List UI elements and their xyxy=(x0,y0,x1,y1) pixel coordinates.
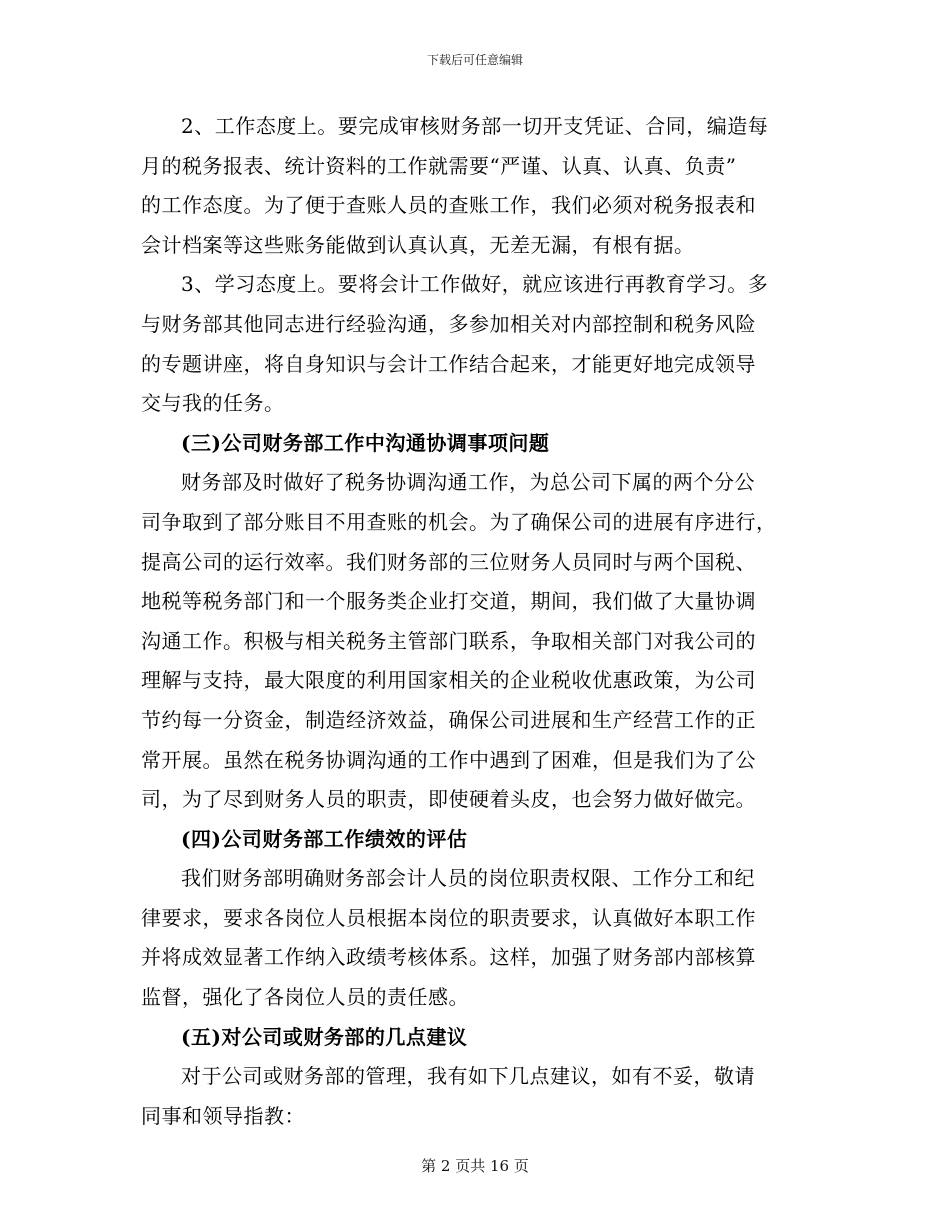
paragraph-performance: 我们财务部明确财务部会计人员的岗位职责权限、工作分工和纪 律要求，要求各岗位人员根据本岗位的职责要求，认真做好本职工作 并将成效显著工作纳入政绩考核体系。这样，加强了财务部内部核算 监督，强化了各岗位人员的责任感。 xyxy=(141,866,756,1010)
paragraph-work-attitude: 2、工作态度上。要完成审核财务部一切开支凭证、合同，编造每 月的税务报表、统计资料的工作就需要“严谨、认真、认真、负责” 的工作态度。为了便于查账人员的查账工作，我们必须对税务报表和 会计档案等这些账务能做到认真认真，无差无漏，有根有据。 xyxy=(141,114,769,257)
section-heading-4: (四)公司财务部工作绩效的评估 xyxy=(181,826,468,851)
page-header: 下载后可任意编辑 xyxy=(426,53,523,67)
paragraph-communication: 财务部及时做好了税务协调沟通工作，为总公司下属的两个分公 司争取到了部分账目不用查账的机会。为了确保公司的进展有序进行， 提高公司的运行效率。我们财务部的三位财务人员同时与两个国税、 地税等税务部门和一个服务类企业打交道，期间，我们做了大量协调 沟通工作。积极与相关税务主管部门联系，争取相关部门对我公司的 理解与支持，最大限度的利用国家相关的企业税收优惠政策，为公司 节约每一分资金，制造经济效益，确保公司进展和生产经营工作的正 常开展。虽然在税务协调沟通的工作中遇到了困难，但是我们为了公 司，为了尽到财务人员的职责，即使硬着头皮，也会努力做好做完。 xyxy=(141,470,777,812)
page-footer: 第 2 页共 16 页 xyxy=(421,1157,529,1175)
section-heading-3: (三)公司财务部工作中沟通协调事项问题 xyxy=(181,430,550,455)
document-body xyxy=(141,107,805,1136)
section-heading-5: (五)对公司或财务部的几点建议 xyxy=(181,1024,468,1049)
paragraph-learning-attitude: 3、学习态度上。要将会计工作做好，就应该进行再教育学习。多 与财务部其他同志进行经验沟通，多参加相关对内部控制和税务风险 的专题讲座，将自身知识与会计工作结合起来，才能更好地完成领导 交与我的任务。 xyxy=(141,272,769,416)
paragraph-suggestions: 对于公司或财务部的管理，我有如下几点建议，如有不妥，敬请 同事和领导指教： xyxy=(141,1064,755,1128)
